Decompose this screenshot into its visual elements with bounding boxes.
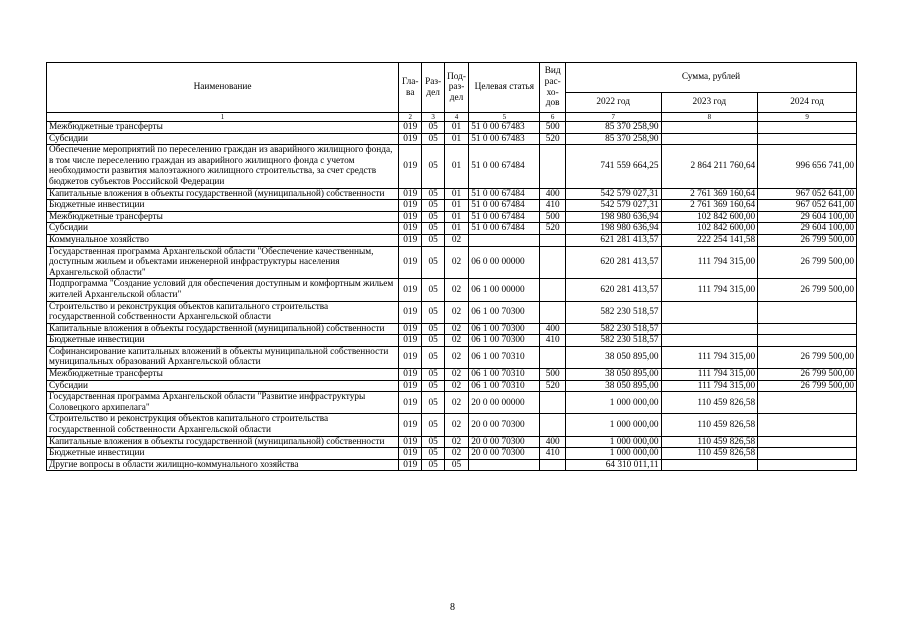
page-number: 8 — [450, 602, 455, 613]
row-razdel: 05 — [422, 369, 444, 381]
table-header — [47, 63, 857, 122]
row-podrazdel: 02 — [444, 414, 468, 436]
table-row — [47, 414, 857, 436]
row-glava: 019 — [399, 145, 422, 188]
row-expense-type: 400 — [540, 323, 565, 335]
row-name: Субсидии — [47, 223, 399, 235]
row-sum-2022: 1 000 000,00 — [565, 414, 661, 436]
row-glava: 019 — [399, 279, 422, 301]
row-sum-2024 — [758, 133, 857, 145]
row-sum-2023: 110 459 826,58 — [661, 436, 758, 448]
row-glava: 019 — [399, 335, 422, 347]
row-glava: 019 — [399, 436, 422, 448]
row-target-article: 06 1 00 70300 — [469, 301, 540, 323]
table-row — [47, 380, 857, 392]
row-name: Государственная программа Архангельской области "Развитие инфраструктуры Соловецкого архипелага" — [47, 392, 399, 414]
row-sum-2024: 26 799 500,00 — [758, 234, 857, 246]
row-glava: 019 — [399, 369, 422, 381]
table-row — [47, 369, 857, 381]
row-sum-2022: 582 230 518,57 — [565, 323, 661, 335]
row-sum-2024: 967 052 641,00 — [758, 200, 857, 212]
budget-table — [46, 62, 857, 471]
row-podrazdel: 02 — [444, 323, 468, 335]
row-glava: 019 — [399, 211, 422, 223]
table-row — [47, 133, 857, 145]
table-row — [47, 200, 857, 212]
row-podrazdel: 02 — [444, 369, 468, 381]
row-podrazdel: 01 — [444, 200, 468, 212]
row-razdel: 05 — [422, 301, 444, 323]
table-row — [47, 122, 857, 134]
row-glava: 019 — [399, 133, 422, 145]
row-podrazdel: 02 — [444, 246, 468, 279]
row-glava: 019 — [399, 414, 422, 436]
row-sum-2023 — [661, 323, 758, 335]
row-expense-type: 500 — [540, 369, 565, 381]
row-podrazdel: 01 — [444, 211, 468, 223]
row-sum-2023: 110 459 826,58 — [661, 414, 758, 436]
col-number: 5 — [469, 113, 540, 122]
row-razdel: 05 — [422, 459, 444, 471]
row-razdel: 05 — [422, 436, 444, 448]
row-razdel: 05 — [422, 223, 444, 235]
row-expense-type — [540, 246, 565, 279]
row-podrazdel: 02 — [444, 448, 468, 460]
row-razdel: 05 — [422, 246, 444, 279]
row-target-article: 20 0 00 70300 — [469, 436, 540, 448]
row-target-article: 51 0 00 67484 — [469, 211, 540, 223]
row-razdel: 05 — [422, 211, 444, 223]
row-target-article: 06 1 00 70310 — [469, 346, 540, 368]
row-podrazdel: 01 — [444, 133, 468, 145]
row-razdel: 05 — [422, 145, 444, 188]
row-name: Капитальные вложения в объекты государственной (муниципальной) собственности — [47, 436, 399, 448]
row-podrazdel: 01 — [444, 223, 468, 235]
row-razdel: 05 — [422, 188, 444, 200]
col-number: 1 — [47, 113, 399, 122]
row-sum-2023: 111 794 315,00 — [661, 246, 758, 279]
row-sum-2022: 1 000 000,00 — [565, 436, 661, 448]
row-target-article: 51 0 00 67484 — [469, 223, 540, 235]
row-target-article: 20 0 00 70300 — [469, 414, 540, 436]
row-podrazdel: 02 — [444, 380, 468, 392]
row-name: Бюджетные инвестиции — [47, 200, 399, 212]
header-glava: Гла-ва — [399, 63, 422, 113]
table-row — [47, 211, 857, 223]
row-expense-type — [540, 392, 565, 414]
row-sum-2024 — [758, 392, 857, 414]
row-sum-2023: 111 794 315,00 — [661, 369, 758, 381]
row-name: Межбюджетные трансферты — [47, 369, 399, 381]
row-sum-2023: 110 459 826,58 — [661, 392, 758, 414]
row-sum-2022: 64 310 011,11 — [565, 459, 661, 471]
row-target-article: 06 0 00 00000 — [469, 246, 540, 279]
row-razdel: 05 — [422, 122, 444, 134]
row-sum-2023: 102 842 600,00 — [661, 211, 758, 223]
row-expense-type: 410 — [540, 448, 565, 460]
row-sum-2024 — [758, 301, 857, 323]
table-row — [47, 323, 857, 335]
row-name: Другие вопросы в области жилищно-коммунального хозяйства — [47, 459, 399, 471]
row-glava: 019 — [399, 392, 422, 414]
row-name: Подпрограмма "Создание условий для обеспечения доступным и комфортным жильем жителей Архангельской области" — [47, 279, 399, 301]
row-sum-2023 — [661, 335, 758, 347]
row-target-article — [469, 234, 540, 246]
row-sum-2023: 2 761 369 160,64 — [661, 200, 758, 212]
row-target-article: 51 0 00 67484 — [469, 200, 540, 212]
table-row — [47, 301, 857, 323]
row-expense-type: 500 — [540, 211, 565, 223]
header-razdel: Раз-дел — [422, 63, 444, 113]
col-number: 8 — [661, 113, 758, 122]
row-name: Бюджетные инвестиции — [47, 448, 399, 460]
row-podrazdel: 05 — [444, 459, 468, 471]
row-podrazdel: 02 — [444, 335, 468, 347]
row-expense-type — [540, 279, 565, 301]
row-sum-2023 — [661, 133, 758, 145]
header-vid: Вид рас-хо-дов — [540, 63, 565, 113]
row-sum-2024: 29 604 100,00 — [758, 211, 857, 223]
row-expense-type: 520 — [540, 133, 565, 145]
table-row — [47, 188, 857, 200]
row-expense-type — [540, 346, 565, 368]
table-row — [47, 448, 857, 460]
row-expense-type: 400 — [540, 188, 565, 200]
row-name: Коммунальное хозяйство — [47, 234, 399, 246]
row-target-article: 06 1 00 70300 — [469, 335, 540, 347]
row-podrazdel: 02 — [444, 392, 468, 414]
col-number: 4 — [444, 113, 468, 122]
row-target-article: 06 1 00 70310 — [469, 369, 540, 381]
row-podrazdel: 02 — [444, 234, 468, 246]
row-razdel: 05 — [422, 380, 444, 392]
row-razdel: 05 — [422, 346, 444, 368]
row-name: Бюджетные инвестиции — [47, 335, 399, 347]
row-razdel: 05 — [422, 335, 444, 347]
col-number: 9 — [758, 113, 857, 122]
table-row — [47, 436, 857, 448]
row-sum-2022: 582 230 518,57 — [565, 301, 661, 323]
row-glava: 019 — [399, 122, 422, 134]
row-sum-2023: 2 864 211 760,64 — [661, 145, 758, 188]
row-sum-2024: 967 052 641,00 — [758, 188, 857, 200]
row-razdel: 05 — [422, 200, 444, 212]
row-name: Капитальные вложения в объекты государственной (муниципальной) собственности — [47, 188, 399, 200]
row-sum-2024: 26 799 500,00 — [758, 279, 857, 301]
row-name: Субсидии — [47, 133, 399, 145]
row-sum-2023: 111 794 315,00 — [661, 346, 758, 368]
row-target-article: 20 0 00 70300 — [469, 448, 540, 460]
row-target-article: 51 0 00 67483 — [469, 122, 540, 134]
row-glava: 019 — [399, 223, 422, 235]
row-expense-type: 400 — [540, 436, 565, 448]
table-row — [47, 392, 857, 414]
row-podrazdel: 02 — [444, 436, 468, 448]
row-sum-2023: 111 794 315,00 — [661, 380, 758, 392]
row-name: Межбюджетные трансферты — [47, 122, 399, 134]
header-target: Целевая статья — [469, 63, 540, 113]
row-sum-2022: 741 559 664,25 — [565, 145, 661, 188]
row-sum-2024: 29 604 100,00 — [758, 223, 857, 235]
row-podrazdel: 02 — [444, 279, 468, 301]
row-target-article: 51 0 00 67483 — [469, 133, 540, 145]
row-razdel: 05 — [422, 133, 444, 145]
row-sum-2024: 26 799 500,00 — [758, 246, 857, 279]
row-sum-2024: 26 799 500,00 — [758, 346, 857, 368]
row-target-article: 06 1 00 70300 — [469, 323, 540, 335]
row-sum-2022: 85 370 258,90 — [565, 133, 661, 145]
row-sum-2022: 582 230 518,57 — [565, 335, 661, 347]
header-name: Наименование — [47, 63, 399, 113]
row-sum-2024 — [758, 459, 857, 471]
col-number: 3 — [422, 113, 444, 122]
row-name: Строительство и реконструкция объектов капитального строительства государственной собственности Архангельской области — [47, 301, 399, 323]
col-number: 2 — [399, 113, 422, 122]
row-glava: 019 — [399, 246, 422, 279]
row-sum-2024 — [758, 323, 857, 335]
row-sum-2023 — [661, 459, 758, 471]
row-expense-type: 410 — [540, 200, 565, 212]
table-row — [47, 246, 857, 279]
row-razdel: 05 — [422, 323, 444, 335]
row-name: Субсидии — [47, 380, 399, 392]
row-expense-type: 410 — [540, 335, 565, 347]
row-name: Обеспечение мероприятий по переселению граждан из аварийного жилищного фонда, в том числе переселению граждан из аварийного жилищного фонда с учетом необходимости развития малоэтажного жилищного строительства, за счет средств бюджетов субъектов Российской Федерации — [47, 145, 399, 188]
row-sum-2022: 38 050 895,00 — [565, 380, 661, 392]
row-sum-2023 — [661, 301, 758, 323]
row-sum-2022: 198 980 636,94 — [565, 211, 661, 223]
row-sum-2024 — [758, 448, 857, 460]
row-razdel: 05 — [422, 279, 444, 301]
row-podrazdel: 02 — [444, 301, 468, 323]
row-sum-2022: 621 281 413,57 — [565, 234, 661, 246]
row-expense-type — [540, 145, 565, 188]
row-glava: 019 — [399, 200, 422, 212]
row-sum-2023: 110 459 826,58 — [661, 448, 758, 460]
row-target-article: 51 0 00 67484 — [469, 145, 540, 188]
row-name: Строительство и реконструкция объектов капитального строительства государственной собственности Архангельской области — [47, 414, 399, 436]
table-row — [47, 346, 857, 368]
row-target-article: 06 1 00 70310 — [469, 380, 540, 392]
row-razdel: 05 — [422, 448, 444, 460]
row-glava: 019 — [399, 234, 422, 246]
row-podrazdel: 02 — [444, 346, 468, 368]
row-glava: 019 — [399, 380, 422, 392]
row-sum-2023: 111 794 315,00 — [661, 279, 758, 301]
row-sum-2022: 1 000 000,00 — [565, 392, 661, 414]
row-sum-2022: 542 579 027,31 — [565, 188, 661, 200]
table-row — [47, 279, 857, 301]
row-name: Капитальные вложения в объекты государственной (муниципальной) собственности — [47, 323, 399, 335]
row-glava: 019 — [399, 323, 422, 335]
table-row — [47, 335, 857, 347]
row-podrazdel: 01 — [444, 188, 468, 200]
row-glava: 019 — [399, 188, 422, 200]
header-podrazdel: Под-раз-дел — [444, 63, 468, 113]
col-number: 6 — [540, 113, 565, 122]
row-sum-2022: 85 370 258,90 — [565, 122, 661, 134]
row-glava: 019 — [399, 301, 422, 323]
row-sum-2022: 542 579 027,31 — [565, 200, 661, 212]
row-sum-2024: 26 799 500,00 — [758, 369, 857, 381]
table-row — [47, 234, 857, 246]
row-sum-2024 — [758, 436, 857, 448]
table-row — [47, 223, 857, 235]
row-sum-2024 — [758, 414, 857, 436]
row-target-article: 20 0 00 00000 — [469, 392, 540, 414]
row-sum-2022: 620 281 413,57 — [565, 279, 661, 301]
row-sum-2022: 1 000 000,00 — [565, 448, 661, 460]
header-year-2023: 2023 год — [661, 93, 758, 113]
row-podrazdel: 01 — [444, 122, 468, 134]
header-year-2024: 2024 год — [758, 93, 857, 113]
row-target-article: 06 1 00 00000 — [469, 279, 540, 301]
row-razdel: 05 — [422, 234, 444, 246]
row-sum-2022: 38 050 895,00 — [565, 346, 661, 368]
row-expense-type: 520 — [540, 223, 565, 235]
row-name: Софинансирование капитальных вложений в объекты муниципальной собственности муниципальных образований Архангельской области — [47, 346, 399, 368]
row-glava: 019 — [399, 459, 422, 471]
header-year-2022: 2022 год — [565, 93, 661, 113]
col-number: 7 — [565, 113, 661, 122]
row-sum-2023: 2 761 369 160,64 — [661, 188, 758, 200]
row-sum-2023: 102 842 600,00 — [661, 223, 758, 235]
row-target-article: 51 0 00 67484 — [469, 188, 540, 200]
row-sum-2023: 222 254 141,58 — [661, 234, 758, 246]
row-expense-type: 520 — [540, 380, 565, 392]
row-expense-type: 500 — [540, 122, 565, 134]
row-razdel: 05 — [422, 392, 444, 414]
row-glava: 019 — [399, 346, 422, 368]
row-glava: 019 — [399, 448, 422, 460]
row-sum-2022: 198 980 636,94 — [565, 223, 661, 235]
row-expense-type — [540, 459, 565, 471]
table-body — [47, 122, 857, 471]
row-sum-2024: 26 799 500,00 — [758, 380, 857, 392]
row-sum-2022: 620 281 413,57 — [565, 246, 661, 279]
row-sum-2022: 38 050 895,00 — [565, 369, 661, 381]
header-sum: Сумма, рублей — [565, 63, 856, 93]
row-expense-type — [540, 301, 565, 323]
row-name: Межбюджетные трансферты — [47, 211, 399, 223]
row-expense-type — [540, 414, 565, 436]
row-razdel: 05 — [422, 414, 444, 436]
row-name: Государственная программа Архангельской области "Обеспечение качественным, доступным жильем и объектами инженерной инфраструктуры населения Архангельской области" — [47, 246, 399, 279]
row-sum-2024 — [758, 122, 857, 134]
table-row — [47, 459, 857, 471]
row-target-article — [469, 459, 540, 471]
row-expense-type — [540, 234, 565, 246]
row-podrazdel: 01 — [444, 145, 468, 188]
column-number-row — [47, 113, 857, 122]
row-sum-2024 — [758, 335, 857, 347]
row-sum-2023 — [661, 122, 758, 134]
row-sum-2024: 996 656 741,00 — [758, 145, 857, 188]
table-row — [47, 145, 857, 188]
